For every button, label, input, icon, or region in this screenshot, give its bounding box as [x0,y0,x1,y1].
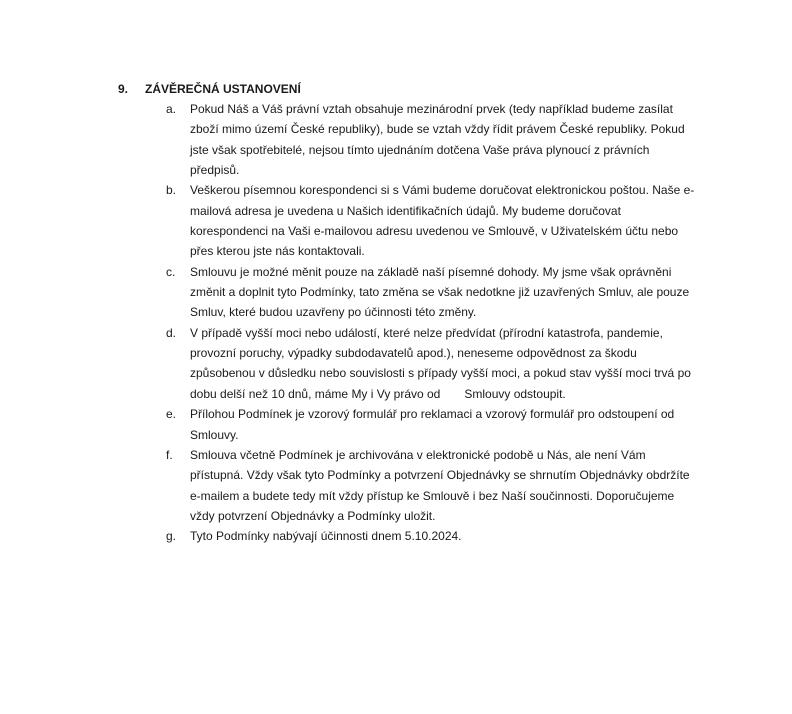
list-marker: c. [166,264,176,279]
list-item-g [118,526,708,546]
section-number: 9. [118,82,129,96]
list-item-text: Pokud Náš a Váš právní vztah obsahuje mezinárodní prvek (tedy například budeme zasílat zboží mimo území České republiky), bude se vztah vždy řídit právem České republiky. Pokud jste však spotřebitelé, nejsou tímto ujednáním dotčena Vaše práva plynoucí z právních předpisů. [190,102,685,177]
list-item-text: Smlouvu je možné měnit pouze na základě naší písemné dohody. My jsme však oprávněni změnit a doplnit tyto Podmínky, tato změna se však nedotkne již uzavřených Smluv, ale pouze Smluv, které budou uzavřeny po účinnosti této změny. [190,264,690,320]
list-item-text: Veškerou písemnou korespondenci si s Vámi budeme doručovat elektronickou poštou. Naše e-mailová adresa je uvedena u Našich identifikačních údajů. My budeme doručovat korespondenci na Vaši e-mailovou adresu uvedenou ve Smlouvě, v Uživatelském účtu nebo přes kterou jste nás kontaktovali. [190,183,695,259]
provisions-list [118,99,708,547]
list-item-text: Přílohou Podmínek je vzorový formulář pro reklamaci a vzorový formulář pro odstoupení od Smlouvy. [190,407,675,442]
section-title: ZÁVĚREČNÁ USTANOVENÍ [145,82,301,96]
list-item-f [118,445,708,526]
list-item-c [118,262,708,323]
list-item-text-before-gap: V případě vyšší moci nebo událostí, které nelze předvídat (přírodní katastrofa, pandemie, provozní poruchy, výpadky subdodavatelů apod.), neneseme odpovědnost za škodu způsobenou v důsledku nebo souvislosti s případy vyšší moci, a pokud stav vyšší moci trvá po dobu delší než 10 dnů, máme My i Vy právo od [190,325,691,401]
list-item-a [118,99,708,180]
list-item-d [118,323,708,404]
list-item-text [190,323,700,404]
list-item-e [118,404,708,445]
list-marker: d. [166,325,177,340]
list-marker: a. [166,102,177,116]
section-final-provisions [118,79,708,547]
list-marker: b. [166,183,177,198]
section-heading [118,79,708,99]
list-marker: e. [166,407,177,422]
list-marker: g. [166,529,177,544]
list-item-b [118,180,708,261]
list-item-text: Tyto Podmínky nabývají účinnosti dnem 5.10.2024. [190,529,462,544]
list-marker: f. [166,447,173,462]
list-item-text-after-gap: Smlouvy odstoupit. [464,386,566,401]
list-item-text: Smlouva včetně Podmínek je archivována v elektronické podobě u Nás, ale není Vám přístupná. Vždy však tyto Podmínky a potvrzení Objednávky se shrnutím Objednávky obdržíte e-mailem a budete tedy mít vždy přístup ke Smlouvě i bez Naší součinnosti. Doporučujeme vždy potvrzení Objednávky a Podmínky uložit. [190,447,690,523]
